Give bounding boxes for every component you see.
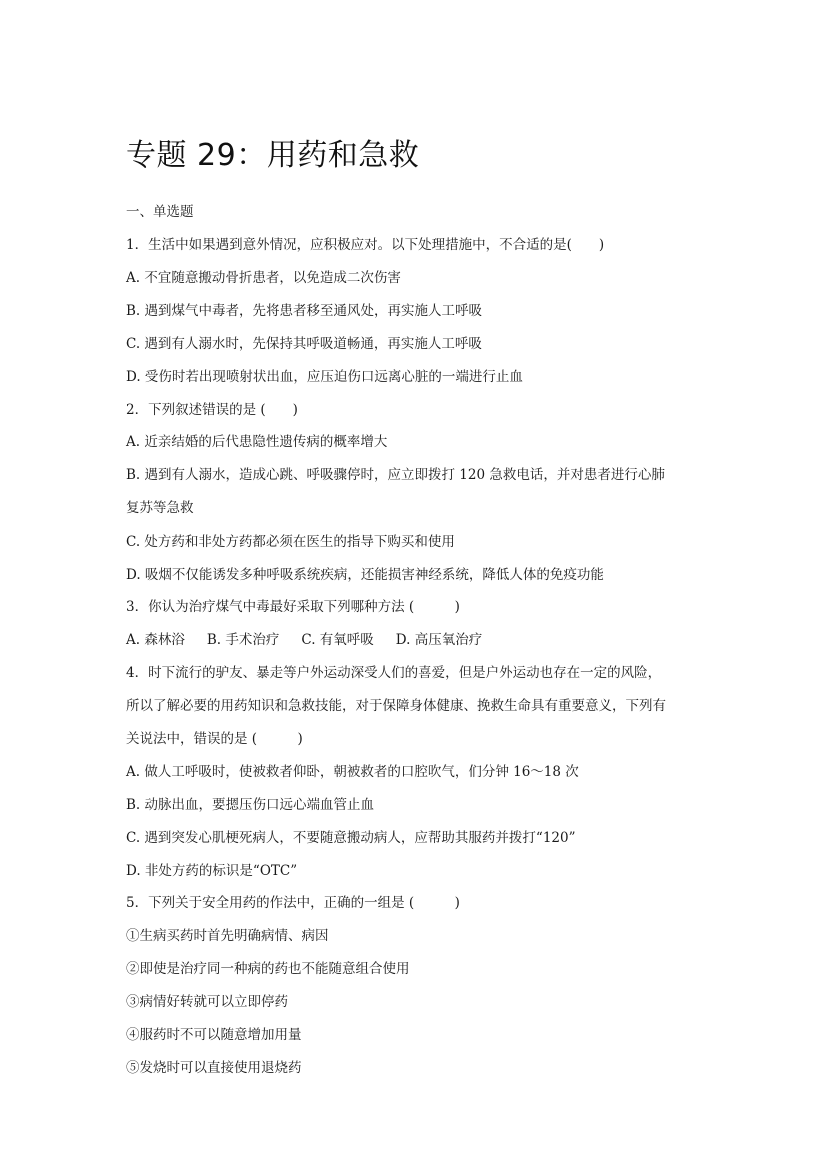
question-2-option-c: C. 处方药和非处方药都必须在医生的指导下购买和使用	[126, 534, 455, 550]
question-4-option-a: A. 做人工呼吸时，使被救者仰卧，朝被救者的口腔吹气，们分钟 16～18 次	[126, 764, 579, 780]
question-4-option-c: C. 遇到突发心肌梗死病人，不要随意搬动病人，应帮助其服药并拨打“120”	[126, 830, 576, 846]
question-1-option-d: D. 受伤时若出现喷射状出血，应压迫伤口远离心脏的一端进行止血	[126, 369, 523, 385]
question-1-stem: 1．生活中如果遇到意外情况，应积极应对。以下处理措施中，不合适的是( )	[126, 237, 605, 253]
page-title: 专题 29：用药和急救	[126, 138, 420, 173]
question-5-item-3: ③病情好转就可以立即停药	[126, 994, 288, 1010]
question-5-item-4: ④服药时不可以随意增加用量	[126, 1027, 302, 1043]
question-2-option-b: B. 遇到有人溺水，造成心跳、呼吸骤停时，应立即拨打 120 急救电话，并对患者进行心肺	[126, 467, 665, 483]
question-4-stem-line-1: 4．时下流行的驴友、暴走等户外运动深受人们的喜爱，但是户外运动也存在一定的风险，	[126, 665, 662, 681]
question-5-item-2: ②即使是治疗同一种病的药也不能随意组合使用	[126, 961, 410, 977]
question-5-item-5: ⑤发烧时可以直接使用退烧药	[126, 1060, 302, 1076]
question-4-stem-line-2: 所以了解必要的用药知识和急救技能，对于保障身体健康、挽救生命具有重要意义，下列有	[126, 698, 666, 714]
question-2-option-b-cont: 复苏等急救	[126, 500, 194, 516]
question-5-item-1: ①生病买药时首先明确病情、病因	[126, 928, 329, 944]
question-1-option-a: A. 不宜随意搬动骨折患者，以免造成二次伤害	[126, 270, 401, 286]
question-4-option-b: B. 动脉出血，要摁压伤口远心端血管止血	[126, 797, 375, 813]
question-3-option-b: B. 手术治疗	[206, 632, 280, 648]
question-4-option-d: D. 非处方药的标识是“OTC”	[126, 863, 298, 879]
question-1-option-b: B. 遇到煤气中毒者，先将患者移至通风处，再实施人工呼吸	[126, 303, 483, 319]
section-heading: 一、单选题	[126, 204, 194, 220]
question-5-stem: 5．下列关于安全用药的作法中，正确的一组是 ( )	[126, 895, 460, 911]
question-3-options	[126, 630, 504, 650]
question-2-stem: 2．下列叙述错误的是 ( )	[126, 402, 298, 418]
question-4-stem-line-3: 关说法中，错误的是 ( )	[126, 731, 303, 747]
question-2-option-a: A. 近亲结婚的后代患隐性遗传病的概率增大	[126, 434, 388, 450]
question-3-option-a: A. 森林浴	[126, 632, 185, 648]
question-2-option-d: D. 吸烟不仅能诱发多种呼吸系统疾病，还能损害神经系统，降低人体的免疫功能	[126, 567, 604, 583]
question-3-option-c: C. 有氧呼吸	[301, 632, 374, 648]
question-3-option-d: D. 高压氧治疗	[395, 632, 483, 648]
question-1-option-c: C. 遇到有人溺水时，先保持其呼吸道畅通，再实施人工呼吸	[126, 336, 482, 352]
question-3-stem: 3．你认为治疗煤气中毒最好采取下列哪种方法 ( )	[126, 599, 460, 615]
